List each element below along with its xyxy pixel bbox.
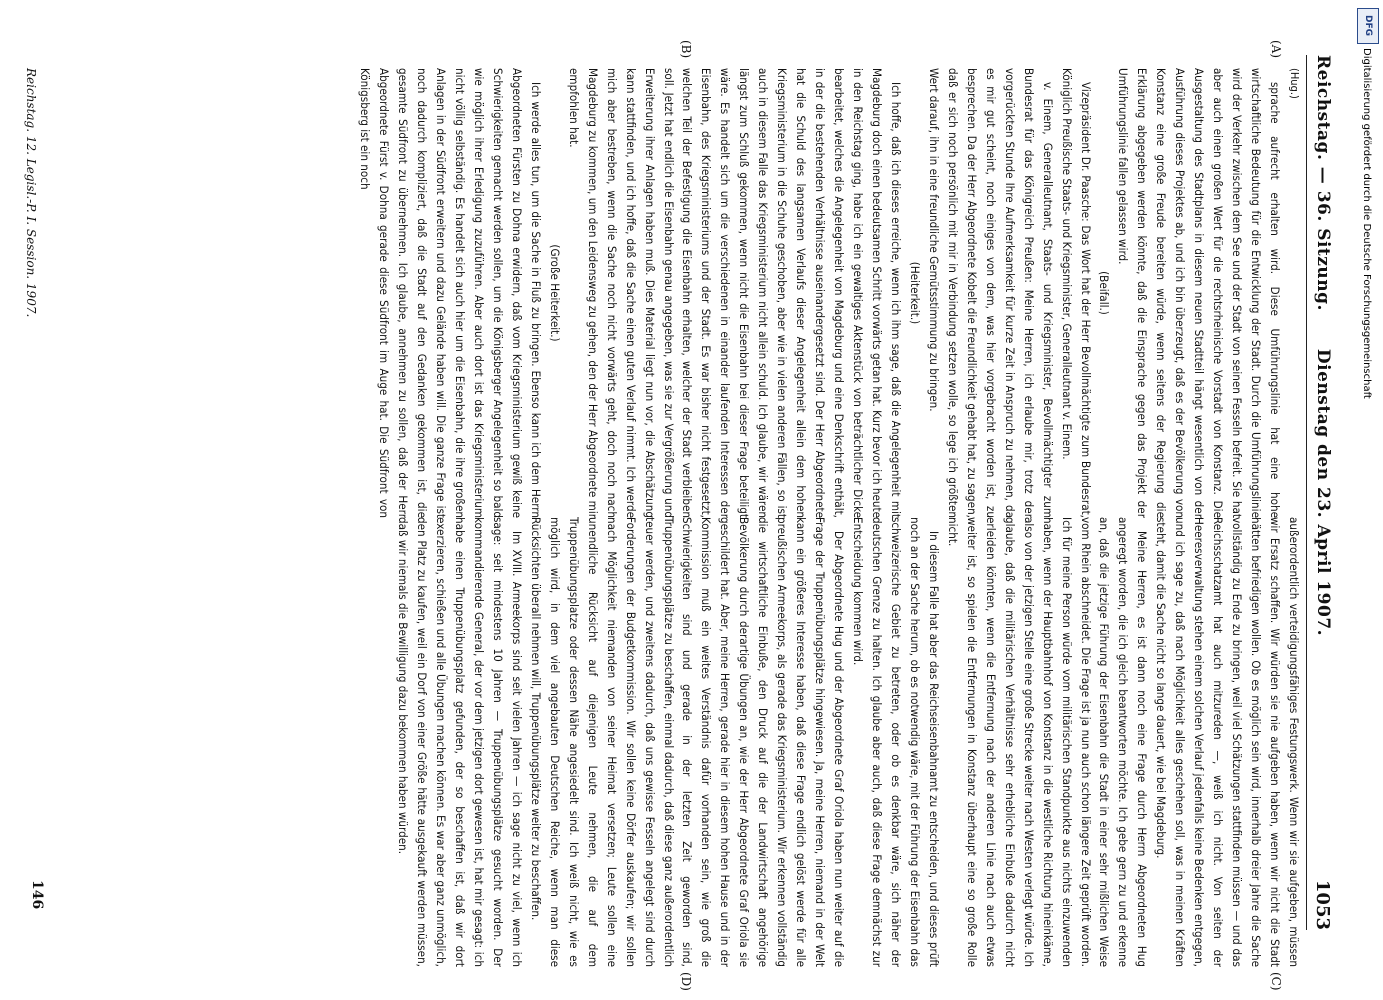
left-column <box>355 68 1303 518</box>
paragraph: sprache aufrecht erhalten wird. Diese Umführungslinie hat eine hohe wirtschaftliche Bedeutung für die Entwicklung der Stadt. Durch die Umführungslinie wird der Verkehr zwischen dem See und der Stadt von seinen Fesseln befreit. Sie hat aber auch einen großen Wert für die rechtsrheinische Vorstadt von Konstanz. Die Ausgestaltung des Stadtplans in diesem neuen Stadtteil hängt wesentlich von der Ausführung dieses Projektes ab, und ich bin überzeugt, daß es der Bevölkerung von Konstanz eine große Freude bereiten würde, wenn seitens der Regierung die Erklärung abgegeben werden könnte, daß die Einsprache gegen das Projekt der Umführungslinie fallen gelassen wird. <box>1116 68 1283 518</box>
paragraph: außerordentlich verteidigungsfähiges Festungswerk. Wenn wir sie aufgeben, müssen wir Ersatz schaffen. Wir würden sie nie aufgeben haben, wenn wir nicht die Stadt hätten befriedigen wollen. Ob es möglich sein wird, innerhalb dreier Jahre die Sache vollständig zu Ende zu bringen, weil viel Schätzungen stattfinden müssen — und das Reichsschatzamt hat auch mitzureden —, weiß ich nicht. Von seiten der Heeresverwaltung stehen einem solchen Verlauf jedenfalls keine Bedenken entgegen, und ich sage zu, daß nach Möglichkeit alles geschehen soll, was in meinen Kräften steht, damit die Sache nicht so lange dauert, wie bei Magdeburg. <box>1154 517 1301 967</box>
stage-direction: (Beifall.) <box>1097 271 1112 315</box>
paragraph: Im XVIII. Armeekorps sind seit vielen Jahren — ich sage nicht zu viel, wenn ich sage: seit mindestens 10 Jahren — Truppenübungsplätze gesucht worden. Der kommandierende General, der vor dem jetzigen dort gewesen ist, hat mir gesagt: ich habe einen Truppenübungsplatz gefunden, der so beschaffen ist, daß wir dort exerzieren, schießen und alle Übungen machen können. Es war aber ganz unmöglich, den Platz zu kaufen, weil ein Dorf von einer Größe hätte ausgekauft werden müssen, daß wir niemals die Bewilligung dazu bekommen haben würden. <box>396 517 524 967</box>
margin-mark-b: (B) <box>679 40 693 59</box>
paragraph: Der Abgeordnete Hug und der Abgeordnete Graf Oriola haben nun weiter auf die Frage der Truppenübungsplätze hingewiesen. Ja, meine Herren, niemand in der Welt kann ein größeres Interesse haben, daß diese Frage endlich gelöst werde für alle preußischen Armeekorps, als gerade das Kriegsministerium. Wir erkennen vollständig die wirtschaftliche Einbuße, den Druck auf die der Landwirtschaft angehörige Bevölkerung durch derartige Übungen an, wie der Herr Abgeordnete Graf Oriola sie geschildert hat. Aber, meine Herren, gerade hier in diesem hohen Hause und in der Kommission muß ein weites Verständnis dafür vorhanden sein, wie groß die Schwierigkeiten sind und gerade in der letzten Zeit geworden sind, Truppenübungsplätze zu beschaffen, einmal dadurch, daß diese ganz außerordentlich teuer werden, und zweitens dadurch, daß uns gewisse Fesseln angelegt sind durch Forderungen der Budgetkommission. Wir sollen keine Dörfer auskaufen; wir sollen nach Möglichkeit niemanden von seiner Heimat versetzen; Leute sollen eine unendliche Rücksicht auf diejenigen Leute nehmen, die auf dem Truppenübungsplatze oder dessen Nähe angesiedelt sind. Ich weiß nicht, wie es möglich wird, in dem viel angebauten Deutschen Reiche, wenn man diese Rücksichten überall nehmen will, Truppenübungsplätze weiter zu beschaffen. <box>528 517 847 967</box>
stage-direction: (Heiterkeit.) <box>907 261 922 325</box>
header-session: Reichstag. — 36. Sitzung. <box>1313 55 1333 311</box>
right-column <box>393 517 1303 967</box>
margin-mark-d: (D) <box>679 972 693 991</box>
paragraph: v. Einem, Generalleutnant, Staats- und Kriegsminister, Bevollmächtigter zum Bundesrat für das Königreich Preußen: Meine Herren, ich erlaube mir, trotz der vorgerückten Stunde Ihre Aufmerksamkeit für kurze Zeit in Anspruch zu nehmen, da es mir gut scheint, noch einiges von dem, was hier vorgebracht worden ist, zu besprechen. Da der Herr Abgeordnete Kobelt die Freundlichkeit gehabt hat, zu sagen, daß er sich noch persönlich mit mir in Verbindung setzen wolle, so lege ich größten Wert darauf, ihn in eine freundliche Gemütsstimmung zu bringen. <box>926 68 1055 518</box>
paragraph: Meine Herren, es ist dann noch eine Frage durch Herrn Abgeordneten Hug angeregt worden, die ich gleich beantworten möchte. Ich gebe gern zu und erkenne an, daß die jetzige Führung der Eisenbahn die Stadt in einer sehr mißlichen Weise vom Rhein abschneidet. Die Frage ist ja nun auch schon längere Zeit geprüft worden. Ich für meine Person würde vom militärischen Standpunkte aus nichts einzuwenden haben, wenn der Hauptbahnhof von Konstanz in die westliche Richtung hineinkäme, also von der jetzigen Stelle eine große Strecke weiter nach Westen verlegt würde. Ich glaube, daß die militärischen Verhältnisse sehr erhebliche Einbuße dadurch nicht erleiden könnten, wenn die Entfernung nach der anderen Linie nach auch etwas weiter ist, so spielen die Entfernungen in Konstanz überhaupt eine so große Rolle nicht. <box>945 517 1150 967</box>
paragraph: In diesem Falle hat aber das Reichseisenbahnamt zu entscheiden, und dieses prüft noch an der Sache herum, ob es notwendig wäre, mit der Führung der Eisenbahn das schweizerische Gebiet zu betreten, oder ob es denkbar wäre, sich näher der deutschen Grenze zu halten. Ich glaube aber auch, daß diese Frage demnächst zur Entscheidung kommen wird. <box>851 517 941 967</box>
paragraph: Ich werde alles tun, um die Sache in Fluß zu bringen. Ebenso kann ich dem Herrn Abgeordneten Fürsten zu Dohna erwidern, daß vom Kriegsministerium gewiß keine Schwierigkeiten gemacht werden sollen, um die Königsberger Angelegenheit so bald wie möglich ihrer Erledigung zuzuführen. Aber auch dort ist das Kriegsministerium nicht völlig selbständig. Es handelt sich auch hier um die Eisenbahn, die ihre großen Anlagen in der Südfront erweitern und dazu Gelände haben will. Die ganze Frage ist noch dadurch kompliziert, daß die Stadt auf den Gedanken gekommen ist, die gesamte Südfront zu übernehmen. Ich glaube, annehmen zu sollen, daß der Herr Abgeordnete Fürst v. Dohna gerade diese Südfront im Auge hat. Die Südfront von Königsberg ist ein noch <box>358 68 543 518</box>
margin-mark-a: (A) <box>1269 40 1283 59</box>
digitization-credit: Digitalisierung gefördert durch die Deutsche Forschungsgemeinschaft <box>1361 48 1372 399</box>
dfg-logo <box>1357 8 1379 44</box>
speaker-tag: (Hug.) <box>1288 68 1301 99</box>
footer-session: Reichstag. 12. Legisl.-P. I. Session. 1907. <box>24 68 38 318</box>
stage-direction: (Große Heiterkeit.) <box>547 244 562 342</box>
margin-mark-c: (C) <box>1269 972 1283 991</box>
dfg-logo-text: DFG <box>1363 15 1373 37</box>
page-number: 1053 <box>1312 879 1333 930</box>
paragraph: Vizepräsident Dr. Paasche: Das Wort hat der Herr Bevollmächtigte zum Bundesrat, Königlich Preußische Staats- und Kriegsminister, Generalleutnant v. Einem. <box>1059 68 1093 518</box>
header-date: Dienstag den 23. April 1907. <box>1313 348 1333 637</box>
sheet-number: 146 <box>29 880 45 910</box>
header-rule <box>1306 55 1307 930</box>
paragraph: Ich hoffe, daß ich dieses erreiche, wenn ich ihm sage, daß die Angelegenheit mit Magdeburg doch einen bedeutsamen Schritt vorwärts getan hat. Kurz bevor ich heute in den Reichstag ging, habe ich ein gewaltiges Aktenstück von beträchtlicher Dicke bearbeitet, welches die Angelegenheit von Magdeburg und eine Denkschrift enthält, in der die bestehenden Verhältnisse auseinandergesetzt sind. Der Herr Abgeordnete hat die Schuld des langsamen Verlaufs dieser Angelegenheit allein dem hohen Kriegsministerium in die Schuhe geschoben, aber wie in vielen anderen Fällen, so ist auch in diesem Falle das Kriegsministerium nicht allein schuld. Ich glaube, wir wären längst zum Schluß gekommen, wenn nicht die Eisenbahn bei dieser Frage beteiligt wäre. Es handelt sich um die verschiedenen in einander laufenden Interessen der Eisenbahn, des Kriegsministeriums und der Stadt. Es war bisher nicht festgesetzt, welchen Teil der Befestigung die Eisenbahn erhalten, welcher der Stadt verbleiben soll. Jetzt hat endlich die Eisenbahn genau angegeben, was sie zur Vergrößerung und Erweiterung ihrer Anlagen haben muß. Dies Material liegt nun vor, die Abschätzung kann stattfinden, und ich hoffe, daß die Sache einen guten Verlauf nimmt. Ich werde mich aber bestreben, wenn die Sache noch nicht vorwärts geht, doch noch nach Magdeburg zu kommen, um den Leidensweg zu gehen, den der Herr Abgeordnete mir empfohlen hat. <box>566 68 903 518</box>
